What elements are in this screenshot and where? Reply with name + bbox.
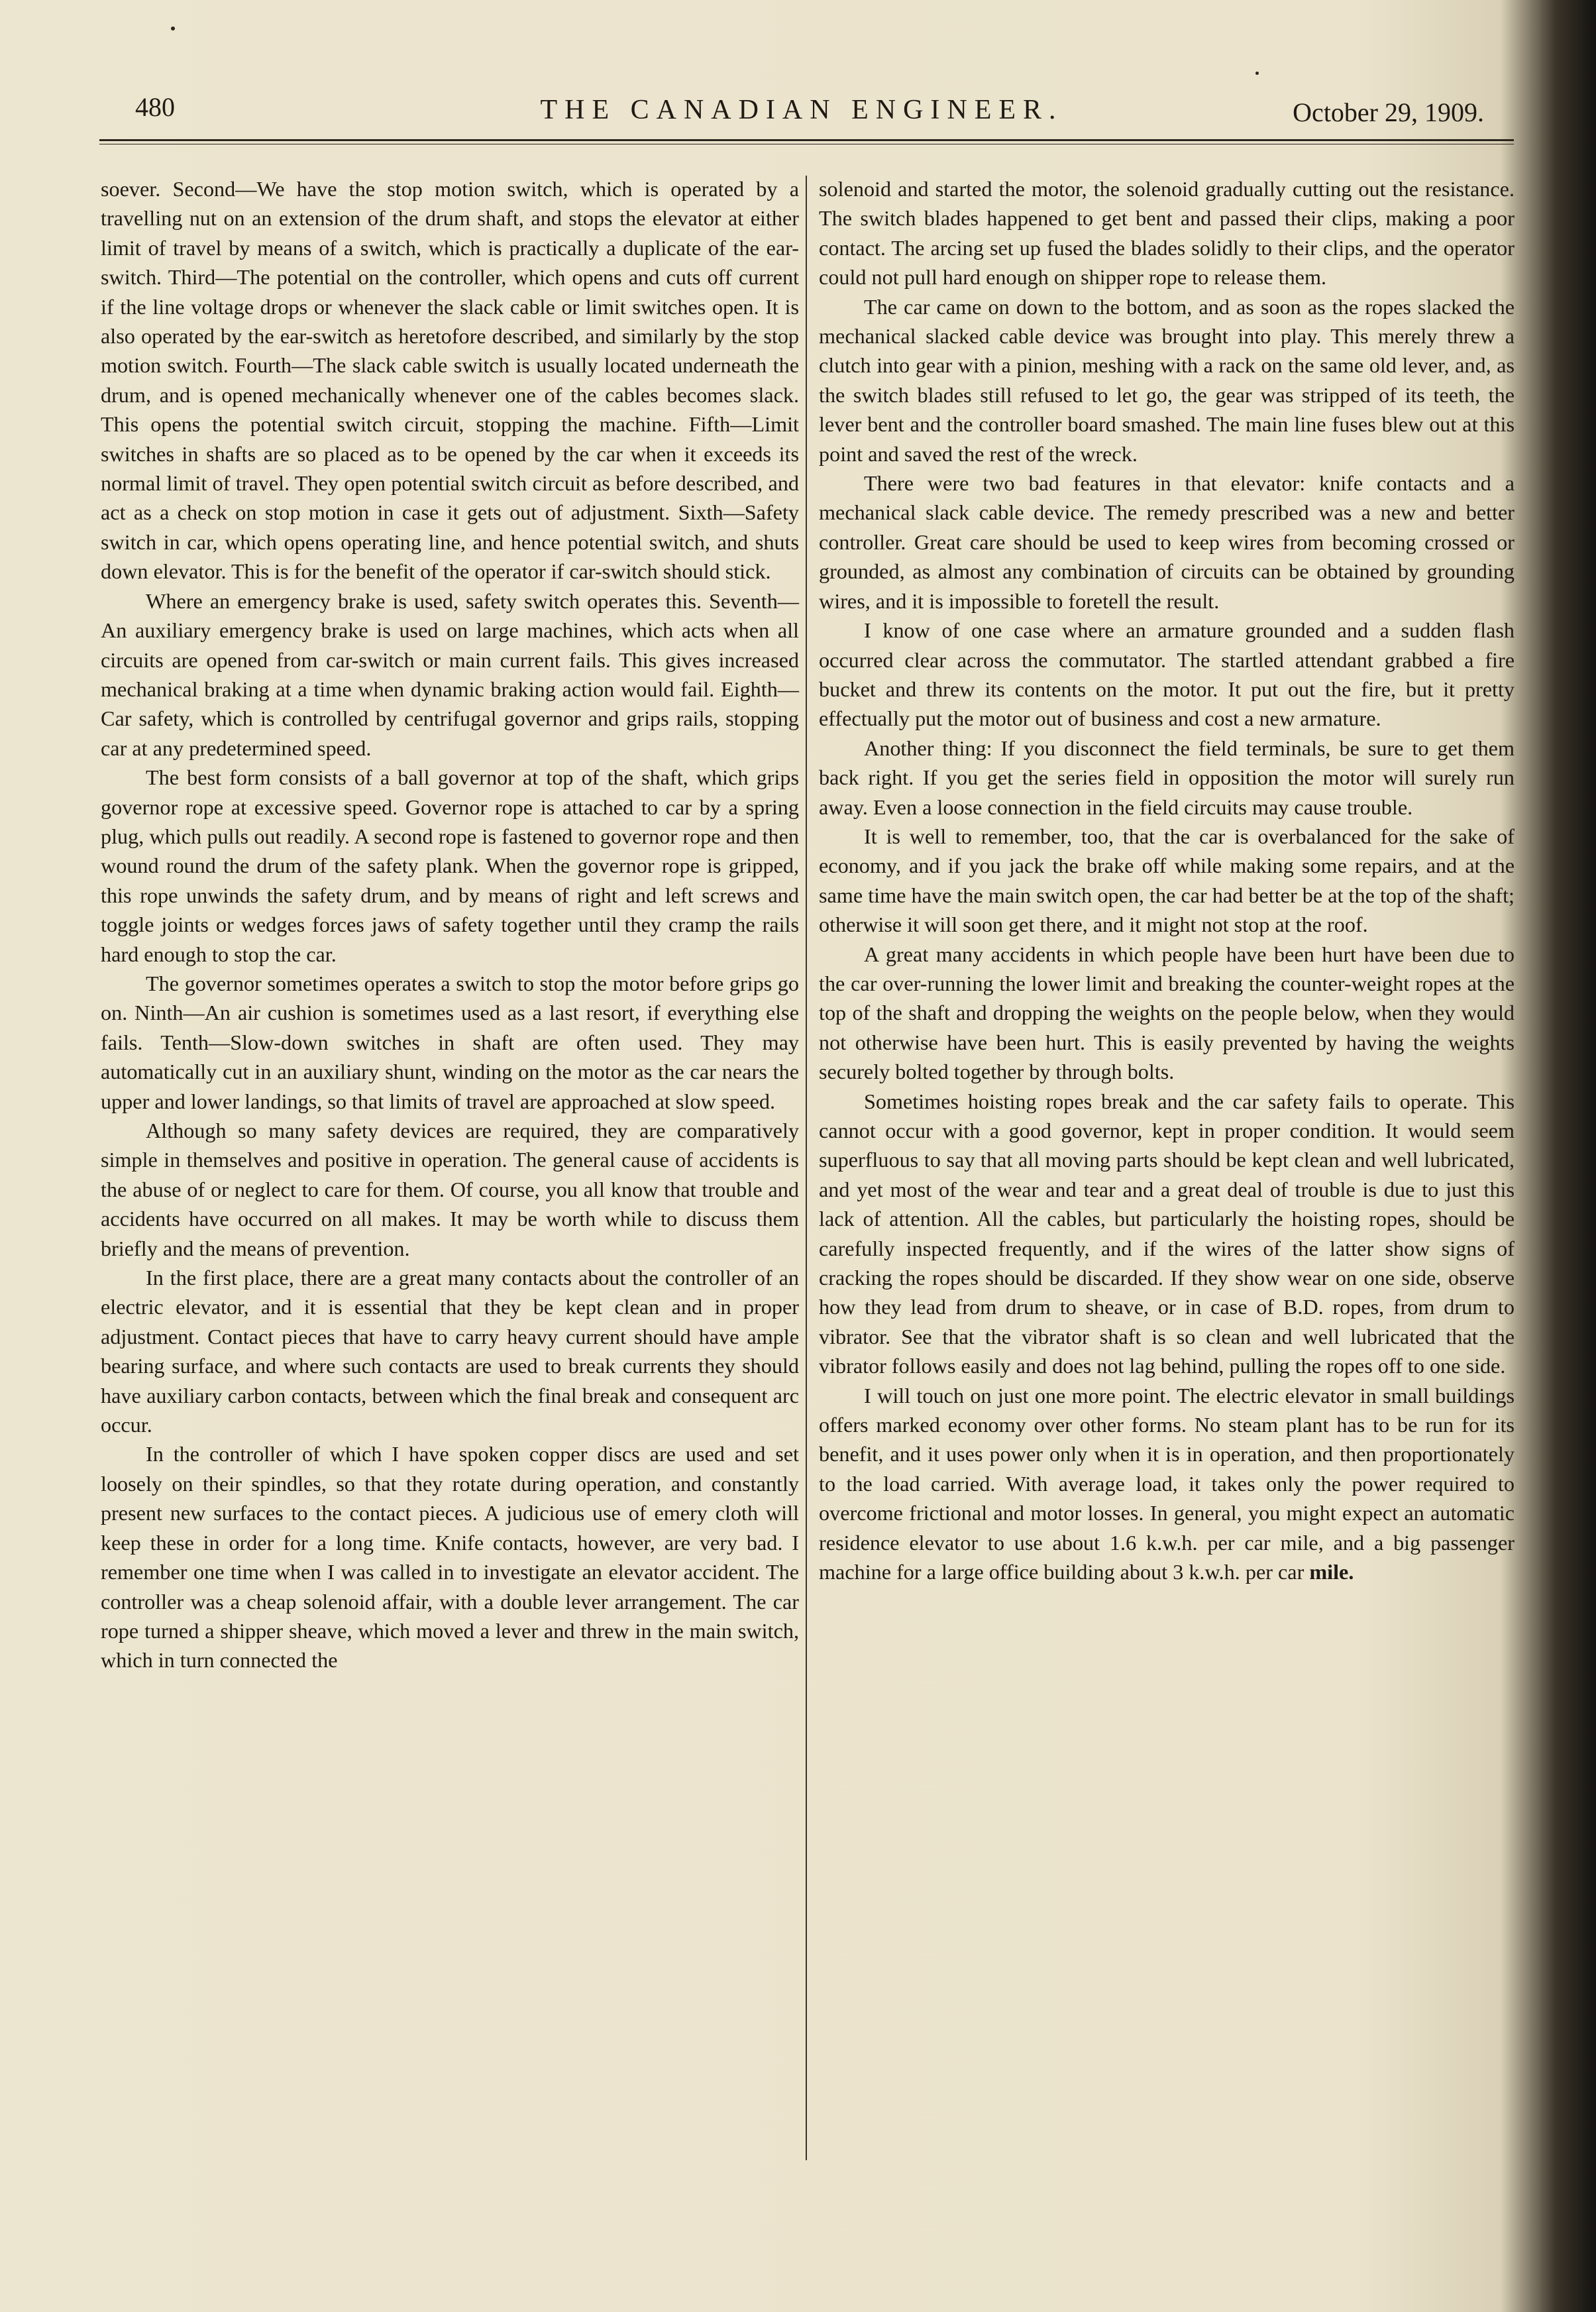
paragraph: Another thing: If you disconnect the field terminals, be sure to get them back right. If you get the series field in opposition the motor will surely run away. Even a loose connection in the field circuits may cause trouble. (819, 736, 1515, 819)
print-speck (1255, 72, 1259, 75)
paragraph: I know of one case where an armature grounded and a sudden flash occurred clear across the commutator. The startled attendant grabbed a fire bucket and threw its contents on the motor. It put out the fire, but it pretty effectually put the motor out of business and cost a new armature. (819, 618, 1515, 731)
final-word: mile. (1309, 1560, 1354, 1584)
page-number: 480 (135, 92, 175, 122)
paragraph: A great many accidents in which people have been hurt have been due to the car over-running the lower limit and breaking the counter-weight ropes at the top of the shaft and dropping the weights on the people below, when they would not otherwise have been hurt. This is easily prevented by having the weights securely bolted together by through bolts. (819, 942, 1515, 1084)
paragraph: In the controller of which I have spoken copper discs are used and set loosely on their spindles, so that they rotate during operation, and constantly present new surfaces to the contact pieces. A judicious use of emery cloth will keep these in order for a long time. Knife contacts, however, are very bad. I remember one time when I was called in to investigate an elevator accident. The controller was a cheap solenoid affair, with a double lever arrangement. The car rope turned a shipper sheave, which moved a lever and threw in the main switch, which in turn connected the (101, 1442, 799, 1673)
running-header (93, 87, 1511, 134)
paragraph: Where an emergency brake is used, safety switch operates this. Seventh—An auxiliary emergency brake is used on large machines, which acts when all circuits are opened from car-switch or main current fails. This gives increased mechanical braking at a time when dynamic braking action would fail. Eighth—Car safety, which is controlled by centrifugal governor and grips rails, stopping car at any predetermined speed. (101, 588, 799, 760)
column-divider (806, 176, 807, 2160)
header-rule (99, 139, 1514, 144)
paragraph: solenoid and started the motor, the solenoid gradually cutting out the resistance. The switch blades happened to get bent and passed their clips, making a poor contact. The arcing set up fused the blades solidly to their clips, and the operator could not pull hard enough on shipper rope to release them. (819, 177, 1515, 290)
paragraph: Although so many safety devices are required, they are comparatively simple in themselves and positive in operation. The general cause of accidents is the abuse of or neglect to care for them. Of course, you all know that trouble and accidents have occurred on all makes. It may be worth while to discuss them briefly and the means of prevention. (101, 1119, 799, 1260)
issue-date: October 29, 1909. (1293, 97, 1484, 127)
final-paragraph-text: I will touch on just one more point. The electric elevator in small buildings offers marked economy over other forms. No steam plant has to be run for its benefit, and it uses power only when it is in operation, and then proportionately to the load carried. With average load, it takes only the power required to overcome frictional and motor losses. In general, you might expect an automatic residence elevator to use about 1.6 k.w.h. per car mile, and a big passenger machine for a large office building about 3 k.w.h. per car (819, 1383, 1515, 1584)
paragraph: soever. Second—We have the stop motion switch, which is operated by a travelling nut on an extension of the drum shaft, and stops the elevator at either limit of travel by means of a switch, which is practically a duplicate of the ear-switch. Third—The potential on the controller, which opens and cuts off current if the line voltage drops or whenever the slack cable or limit switches open. It is also operated by the ear-switch as heretofore described, and similarly by the stop motion switch. Fourth—The slack cable switch is usually located underneath the drum, and is opened mechanically whenever one of the cables becomes slack. This opens the potential switch circuit, stopping the machine. Fifth—Limit switches in shafts are so placed as to be opened by the car when it exceeds its normal limit of travel. They open potential switch circuit as before described, and act as a check on stop motion in case it gets out of adjustment. Sixth—Safety switch in car, which opens operating line, and hence potential switch, and shuts down elevator. This is for the benefit of the operator if car-switch should stick. (101, 177, 799, 584)
paragraph: The car came on down to the bottom, and as soon as the ropes slacked the mechanical slacked cable device was brought into play. This merely threw a clutch into gear with a pinion, meshing with a rack on the same old lever, and, as the switch blades still refused to let go, the gear was stripped of its teeth, the lever bent and the controller board smashed. The main line fuses blew out at this point and saved the rest of the wreck. (819, 294, 1515, 466)
journal-title: THE CANADIAN ENGINEER. (540, 95, 1063, 125)
paragraph: In the first place, there are a great many contacts about the controller of an electric elevator, and it is essential that they be kept clean and in proper adjustment. Contact pieces that have to carry heavy current should have ample bearing surface, and where such contacts are used to break currents they should have auxiliary carbon contacts, between which the final break and consequent arc occur. (101, 1266, 799, 1437)
print-speck (171, 27, 175, 30)
left-column (101, 174, 799, 1675)
paragraph: There were two bad features in that elevator: knife contacts and a mechanical slack cable device. The remedy prescribed was a new and better controller. Great care should be used to keep wires from becoming crossed or grounded, as almost any combination of circuits can be obtained by grounding wires, and it is impossible to foretell the result. (819, 471, 1515, 613)
right-column (819, 174, 1515, 1587)
paragraph: It is well to remember, too, that the car is overbalanced for the sake of economy, and if you jack the brake off while making some repairs, and at the same time have the main switch open, the car had better be at the top of the shaft; otherwise it will soon get there, and it might not stop at the roof. (819, 824, 1515, 937)
paragraph: The governor sometimes operates a switch to stop the motor before grips go on. Ninth—An air cushion is sometimes used as a last resort, if everything else fails. Tenth—Slow-down switches in shaft are often used. They may automatically cut in an auxiliary shunt, winding on the motor as the car nears the upper and lower landings, so that limits of travel are approached at slow speed. (101, 971, 799, 1113)
paragraph: Sometimes hoisting ropes break and the car safety fails to operate. This cannot occur with a good governor, kept in proper condition. It would seem superfluous to say that all moving parts should be kept clean and well lubricated, and yet most of the wear and tear and a great deal of trouble is due to just this lack of attention. All the cables, but particularly the hoisting ropes, should be carefully inspected frequently, and if the wires of the latter show signs of cracking the ropes should be discarded. If they show wear on one side, observe how they lead from drum to sheave, or in case of B.D. ropes, from drum to vibrator. See that the vibrator shaft is so clean and well lubricated that the vibrator follows easily and does not lag behind, pulling the ropes off to one side. (819, 1089, 1515, 1378)
paragraph: The best form consists of a ball governor at top of the shaft, which grips governor rope at excessive speed. Governor rope is attached to car by a spring plug, which pulls out readily. A second rope is fastened to governor rope and then wound round the drum of the safety plank. When the governor rope is gripped, this rope unwinds the safety drum, and by means of right and left screws and toggle joints or wedges forces jaws of safety together until they cramp the rails hard enough to stop the car. (101, 765, 799, 966)
final-paragraph (819, 1381, 1515, 1587)
